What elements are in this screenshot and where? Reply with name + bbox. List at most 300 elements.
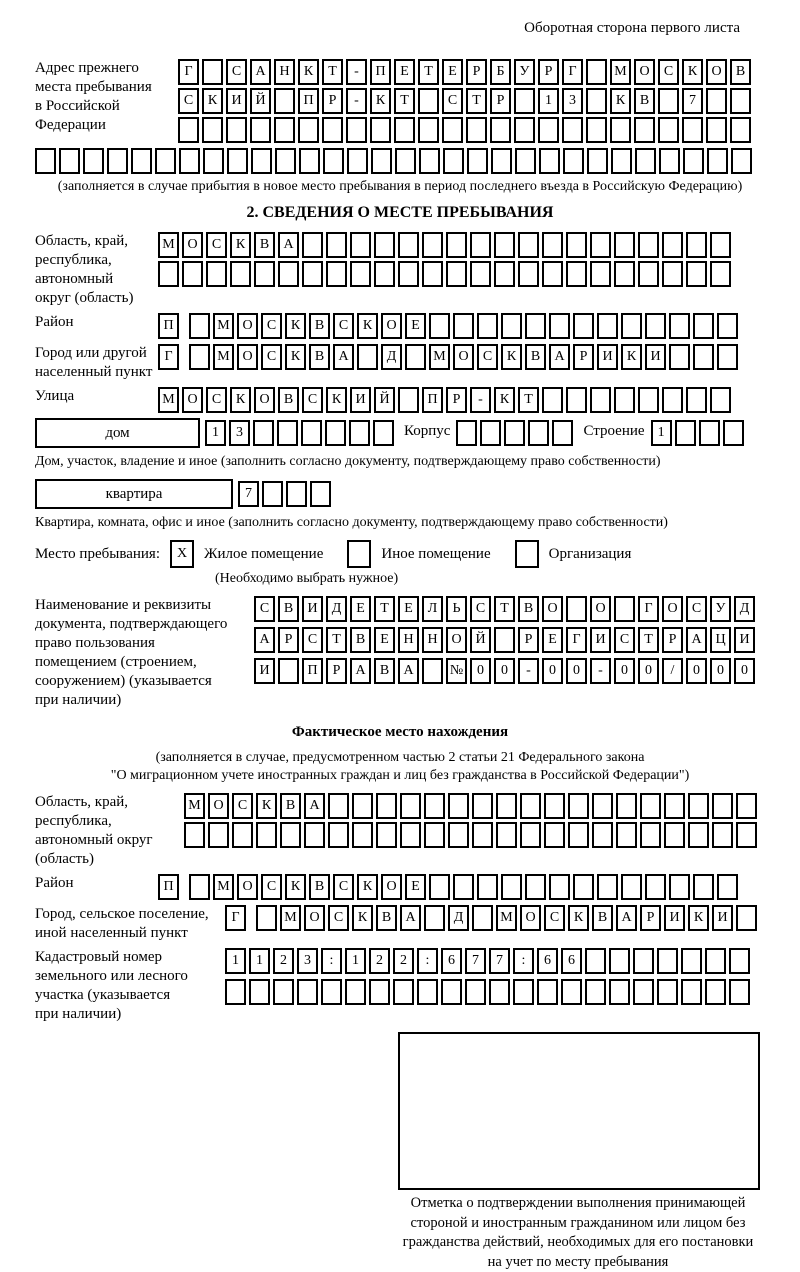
char-cell <box>549 313 570 339</box>
char-cell: С <box>333 874 354 900</box>
char-cell: К <box>494 387 515 413</box>
char-cell <box>634 117 655 143</box>
char-cell: Г <box>178 59 199 85</box>
actual-district-label: Район <box>35 874 158 893</box>
char-cell: С <box>328 905 349 931</box>
char-cell: А <box>254 627 275 653</box>
region-label <box>35 232 158 308</box>
char-cell: И <box>302 596 323 622</box>
char-cell: С <box>302 387 323 413</box>
char-cell: - <box>470 387 491 413</box>
char-cell <box>477 313 498 339</box>
char-cell <box>489 979 510 1005</box>
label-line: Наименование и реквизиты <box>35 596 254 615</box>
label-line: иной населенный пункт <box>35 924 225 943</box>
char-cell <box>326 232 347 258</box>
char-cell <box>712 793 733 819</box>
house-note: Дом, участок, владение и иное (заполнить согласно документу, подтверждающему право собственности) <box>35 453 765 471</box>
char-cell: И <box>712 905 733 931</box>
char-cell: Е <box>405 874 426 900</box>
char-cell: Т <box>466 88 487 114</box>
label-line: республика, <box>35 812 184 831</box>
char-cell <box>323 148 344 174</box>
char-cell <box>398 232 419 258</box>
char-cell <box>352 822 373 848</box>
char-cell: К <box>688 905 709 931</box>
char-cell: К <box>621 344 642 370</box>
prev-address-section <box>35 59 765 143</box>
apartment-box-label: квартира <box>35 479 233 509</box>
char-cell: М <box>158 232 179 258</box>
char-cell <box>297 979 318 1005</box>
house-section <box>35 418 765 448</box>
char-cell: В <box>350 627 371 653</box>
char-cell: 7 <box>489 948 510 974</box>
char-cell <box>592 822 613 848</box>
char-cell <box>611 148 632 174</box>
char-cell <box>347 148 368 174</box>
char-cell: С <box>261 344 282 370</box>
char-cell <box>563 148 584 174</box>
char-cell: 1 <box>538 88 559 114</box>
char-cell: Е <box>405 313 426 339</box>
char-cell <box>424 822 445 848</box>
char-cell <box>538 117 559 143</box>
char-cell <box>515 148 536 174</box>
char-cell: Ь <box>446 596 467 622</box>
char-cell <box>274 117 295 143</box>
char-cell <box>298 117 319 143</box>
char-cell: М <box>280 905 301 931</box>
korpus-row <box>456 420 573 446</box>
char-cell: Д <box>381 344 402 370</box>
char-cell <box>494 232 515 258</box>
char-cell <box>552 420 573 446</box>
char-cell <box>528 420 549 446</box>
char-cell <box>614 596 635 622</box>
stay-type-option-other: Иное помещение <box>381 546 490 563</box>
char-cell: О <box>520 905 541 931</box>
char-cell: Й <box>470 627 491 653</box>
char-cell <box>203 148 224 174</box>
char-cell: К <box>285 313 306 339</box>
char-cell <box>326 261 347 287</box>
actual-district-row <box>158 874 738 900</box>
prev-address-note: (заполняется в случае прибытия в новое место пребывания в период последнего въезда в Российскую Федерацию) <box>35 178 765 196</box>
region-row-1 <box>158 232 731 258</box>
char-cell <box>374 261 395 287</box>
char-cell: М <box>158 387 179 413</box>
char-cell: Р <box>278 627 299 653</box>
label-line: Федерации <box>35 116 178 135</box>
char-cell <box>638 261 659 287</box>
char-cell: 6 <box>441 948 462 974</box>
char-cell: А <box>616 905 637 931</box>
char-cell <box>657 948 678 974</box>
section2-title: 2. СВЕДЕНИЯ О МЕСТЕ ПРЕБЫВАНИЯ <box>35 204 765 222</box>
char-cell <box>278 261 299 287</box>
char-cell <box>513 979 534 1005</box>
char-cell: А <box>549 344 570 370</box>
actual-region-row-1 <box>184 793 757 819</box>
actual-region-row-2 <box>184 822 757 848</box>
char-cell: С <box>544 905 565 931</box>
char-cell: М <box>213 874 234 900</box>
char-cell <box>525 874 546 900</box>
char-cell: О <box>662 596 683 622</box>
char-cell <box>662 232 683 258</box>
char-cell: Т <box>638 627 659 653</box>
char-cell: В <box>730 59 751 85</box>
char-cell <box>472 905 493 931</box>
char-cell: 1 <box>651 420 672 446</box>
char-cell: : <box>513 948 534 974</box>
char-cell: Р <box>640 905 661 931</box>
region-section <box>35 232 765 308</box>
char-cell <box>542 387 563 413</box>
char-cell <box>688 793 709 819</box>
char-cell: Р <box>573 344 594 370</box>
char-cell <box>490 117 511 143</box>
char-cell: 7 <box>465 948 486 974</box>
char-cell <box>253 420 274 446</box>
stay-type-section <box>35 540 765 568</box>
char-cell <box>472 793 493 819</box>
char-cell: К <box>610 88 631 114</box>
char-cell <box>304 822 325 848</box>
region-row-2 <box>158 261 731 287</box>
char-cell <box>472 822 493 848</box>
char-cell <box>422 232 443 258</box>
char-cell <box>664 793 685 819</box>
char-cell: К <box>501 344 522 370</box>
char-cell: О <box>381 874 402 900</box>
char-cell: С <box>614 627 635 653</box>
char-cell <box>573 874 594 900</box>
label-line: помещением (строением, <box>35 653 254 672</box>
char-cell <box>400 793 421 819</box>
char-cell: С <box>206 232 227 258</box>
char-cell <box>688 822 709 848</box>
char-cell: Р <box>466 59 487 85</box>
char-cell: 0 <box>638 658 659 684</box>
char-cell <box>225 979 246 1005</box>
char-cell <box>178 117 199 143</box>
char-cell: Е <box>394 59 415 85</box>
char-cell: Г <box>562 59 583 85</box>
char-cell <box>371 148 392 174</box>
prev-address-row-3 <box>178 117 751 143</box>
char-cell <box>465 979 486 1005</box>
char-cell <box>405 344 426 370</box>
char-cell: П <box>422 387 443 413</box>
label-line: участка (указывается <box>35 986 225 1005</box>
stay-type-option-residential: Жилое помещение <box>204 546 323 563</box>
char-cell <box>736 905 757 931</box>
char-cell: В <box>592 905 613 931</box>
stay-type-checkbox-organization <box>515 540 539 568</box>
char-cell <box>638 232 659 258</box>
char-cell: 1 <box>249 948 270 974</box>
char-cell: О <box>381 313 402 339</box>
char-cell: О <box>542 596 563 622</box>
char-cell: Т <box>418 59 439 85</box>
city-row <box>158 344 738 370</box>
char-cell <box>422 658 443 684</box>
char-cell <box>376 793 397 819</box>
char-cell: В <box>309 874 330 900</box>
label-line: гражданства действий, необходимых для его постановки <box>368 1233 788 1253</box>
char-cell <box>633 979 654 1005</box>
char-cell <box>699 420 720 446</box>
char-cell <box>395 148 416 174</box>
char-cell <box>658 88 679 114</box>
char-cell: К <box>285 874 306 900</box>
char-cell: И <box>350 387 371 413</box>
char-cell <box>477 874 498 900</box>
char-cell <box>275 148 296 174</box>
char-cell <box>590 232 611 258</box>
char-cell <box>693 313 714 339</box>
actual-location-title: Фактическое место нахождения <box>35 724 765 741</box>
char-cell <box>491 148 512 174</box>
char-cell <box>669 313 690 339</box>
char-cell <box>686 232 707 258</box>
label-line: автономный округ <box>35 831 184 850</box>
char-cell <box>586 59 607 85</box>
stay-type-option-organization: Организация <box>549 546 632 563</box>
char-cell: 2 <box>273 948 294 974</box>
char-cell: Т <box>518 387 539 413</box>
char-cell <box>712 822 733 848</box>
street-label: Улица <box>35 387 158 406</box>
prev-address-label <box>35 59 178 135</box>
char-cell <box>614 261 635 287</box>
apartment-row <box>238 481 331 507</box>
char-cell <box>369 979 390 1005</box>
label-line: документа, подтверждающего <box>35 615 254 634</box>
char-cell: : <box>417 948 438 974</box>
char-cell: 1 <box>205 420 226 446</box>
char-cell <box>706 117 727 143</box>
char-cell: М <box>610 59 631 85</box>
char-cell: К <box>568 905 589 931</box>
char-cell <box>658 117 679 143</box>
char-cell: Р <box>446 387 467 413</box>
char-cell <box>328 793 349 819</box>
char-cell: - <box>518 658 539 684</box>
char-cell: Б <box>490 59 511 85</box>
char-cell: М <box>184 793 205 819</box>
char-cell <box>520 822 541 848</box>
char-cell: И <box>254 658 275 684</box>
char-cell: 0 <box>470 658 491 684</box>
char-cell: М <box>213 313 234 339</box>
char-cell <box>621 313 642 339</box>
char-cell <box>640 793 661 819</box>
char-cell <box>707 148 728 174</box>
char-cell <box>645 313 666 339</box>
char-cell: / <box>662 658 683 684</box>
prev-address-row-4 <box>35 148 765 174</box>
char-cell <box>501 313 522 339</box>
char-cell <box>682 117 703 143</box>
char-cell <box>280 822 301 848</box>
char-cell <box>706 88 727 114</box>
char-cell <box>549 874 570 900</box>
char-cell <box>424 793 445 819</box>
char-cell: К <box>370 88 391 114</box>
char-cell: К <box>230 387 251 413</box>
char-cell <box>587 148 608 174</box>
char-cell <box>251 148 272 174</box>
char-cell: В <box>280 793 301 819</box>
char-cell <box>286 481 307 507</box>
char-cell <box>230 261 251 287</box>
char-cell <box>723 420 744 446</box>
document-row-2 <box>254 627 755 653</box>
city-label <box>35 344 158 382</box>
char-cell <box>357 344 378 370</box>
house-box-label: дом <box>35 418 200 448</box>
char-cell: В <box>525 344 546 370</box>
cadastre-label <box>35 948 225 1024</box>
char-cell <box>662 261 683 287</box>
char-cell <box>614 232 635 258</box>
char-cell <box>417 979 438 1005</box>
stay-type-label: Место пребывания: <box>35 546 160 563</box>
char-cell <box>189 874 210 900</box>
char-cell <box>107 148 128 174</box>
char-cell <box>208 822 229 848</box>
char-cell: О <box>706 59 727 85</box>
char-cell: Е <box>542 627 563 653</box>
char-cell <box>681 948 702 974</box>
apartment-note: Квартира, комната, офис и иное (заполнить согласно документу, подтверждающему право собственности) <box>35 514 765 532</box>
char-cell <box>614 387 635 413</box>
char-cell <box>683 148 704 174</box>
char-cell: И <box>664 905 685 931</box>
char-cell: - <box>346 88 367 114</box>
char-cell: С <box>442 88 463 114</box>
char-cell: О <box>237 344 258 370</box>
char-cell <box>518 232 539 258</box>
char-cell: Е <box>374 627 395 653</box>
char-cell <box>633 948 654 974</box>
char-cell: Ц <box>710 627 731 653</box>
char-cell: В <box>376 905 397 931</box>
char-cell <box>443 148 464 174</box>
char-cell <box>621 874 642 900</box>
char-cell <box>467 148 488 174</box>
char-cell: 0 <box>734 658 755 684</box>
char-cell <box>394 117 415 143</box>
char-cell <box>429 313 450 339</box>
char-cell: Й <box>250 88 271 114</box>
char-cell: 0 <box>542 658 563 684</box>
char-cell <box>717 874 738 900</box>
char-cell: В <box>374 658 395 684</box>
char-cell: И <box>590 627 611 653</box>
char-cell <box>418 88 439 114</box>
label-line: в Российской <box>35 97 178 116</box>
char-cell <box>686 261 707 287</box>
char-cell <box>616 822 637 848</box>
char-cell <box>494 261 515 287</box>
char-cell: О <box>237 313 258 339</box>
char-cell: С <box>658 59 679 85</box>
char-cell: С <box>686 596 707 622</box>
char-cell: П <box>370 59 391 85</box>
char-cell: У <box>514 59 535 85</box>
char-cell: Т <box>494 596 515 622</box>
char-cell <box>310 481 331 507</box>
char-cell <box>525 313 546 339</box>
cadastre-section <box>35 948 765 1024</box>
char-cell: О <box>237 874 258 900</box>
char-cell: К <box>352 905 373 931</box>
document-section <box>35 596 765 710</box>
district-label: Район <box>35 313 158 332</box>
char-cell <box>496 822 517 848</box>
district-section <box>35 313 765 339</box>
char-cell <box>158 261 179 287</box>
char-cell: 1 <box>345 948 366 974</box>
street-section <box>35 387 765 413</box>
char-cell: К <box>357 874 378 900</box>
char-cell: № <box>446 658 467 684</box>
char-cell: Р <box>538 59 559 85</box>
char-cell <box>638 387 659 413</box>
char-cell: С <box>206 387 227 413</box>
char-cell: О <box>590 596 611 622</box>
label-line: Отметка о подтверждении выполнения принимающей <box>368 1194 788 1214</box>
char-cell <box>202 117 223 143</box>
char-cell <box>710 261 731 287</box>
char-cell <box>376 822 397 848</box>
char-cell <box>155 148 176 174</box>
char-cell <box>518 261 539 287</box>
char-cell <box>179 148 200 174</box>
char-cell <box>349 420 370 446</box>
char-cell <box>448 793 469 819</box>
char-cell: Й <box>374 387 395 413</box>
label-line: Область, край, <box>35 793 184 812</box>
char-cell <box>442 117 463 143</box>
char-cell: - <box>590 658 611 684</box>
char-cell <box>586 88 607 114</box>
char-cell: В <box>634 88 655 114</box>
char-cell: Н <box>422 627 443 653</box>
label-line: Адрес прежнего <box>35 59 178 78</box>
char-cell: О <box>634 59 655 85</box>
char-cell: Т <box>326 627 347 653</box>
char-cell <box>729 948 750 974</box>
stay-type-checkbox-other <box>347 540 371 568</box>
char-cell: Н <box>274 59 295 85</box>
char-cell <box>424 905 445 931</box>
char-cell: В <box>518 596 539 622</box>
char-cell <box>273 979 294 1005</box>
char-cell <box>730 88 751 114</box>
label-line: на учет по месту пребывания <box>368 1253 788 1272</box>
char-cell <box>640 822 661 848</box>
label-line: Кадастровый номер <box>35 948 225 967</box>
char-cell: С <box>226 59 247 85</box>
char-cell: 2 <box>393 948 414 974</box>
char-cell <box>573 313 594 339</box>
char-cell: И <box>734 627 755 653</box>
